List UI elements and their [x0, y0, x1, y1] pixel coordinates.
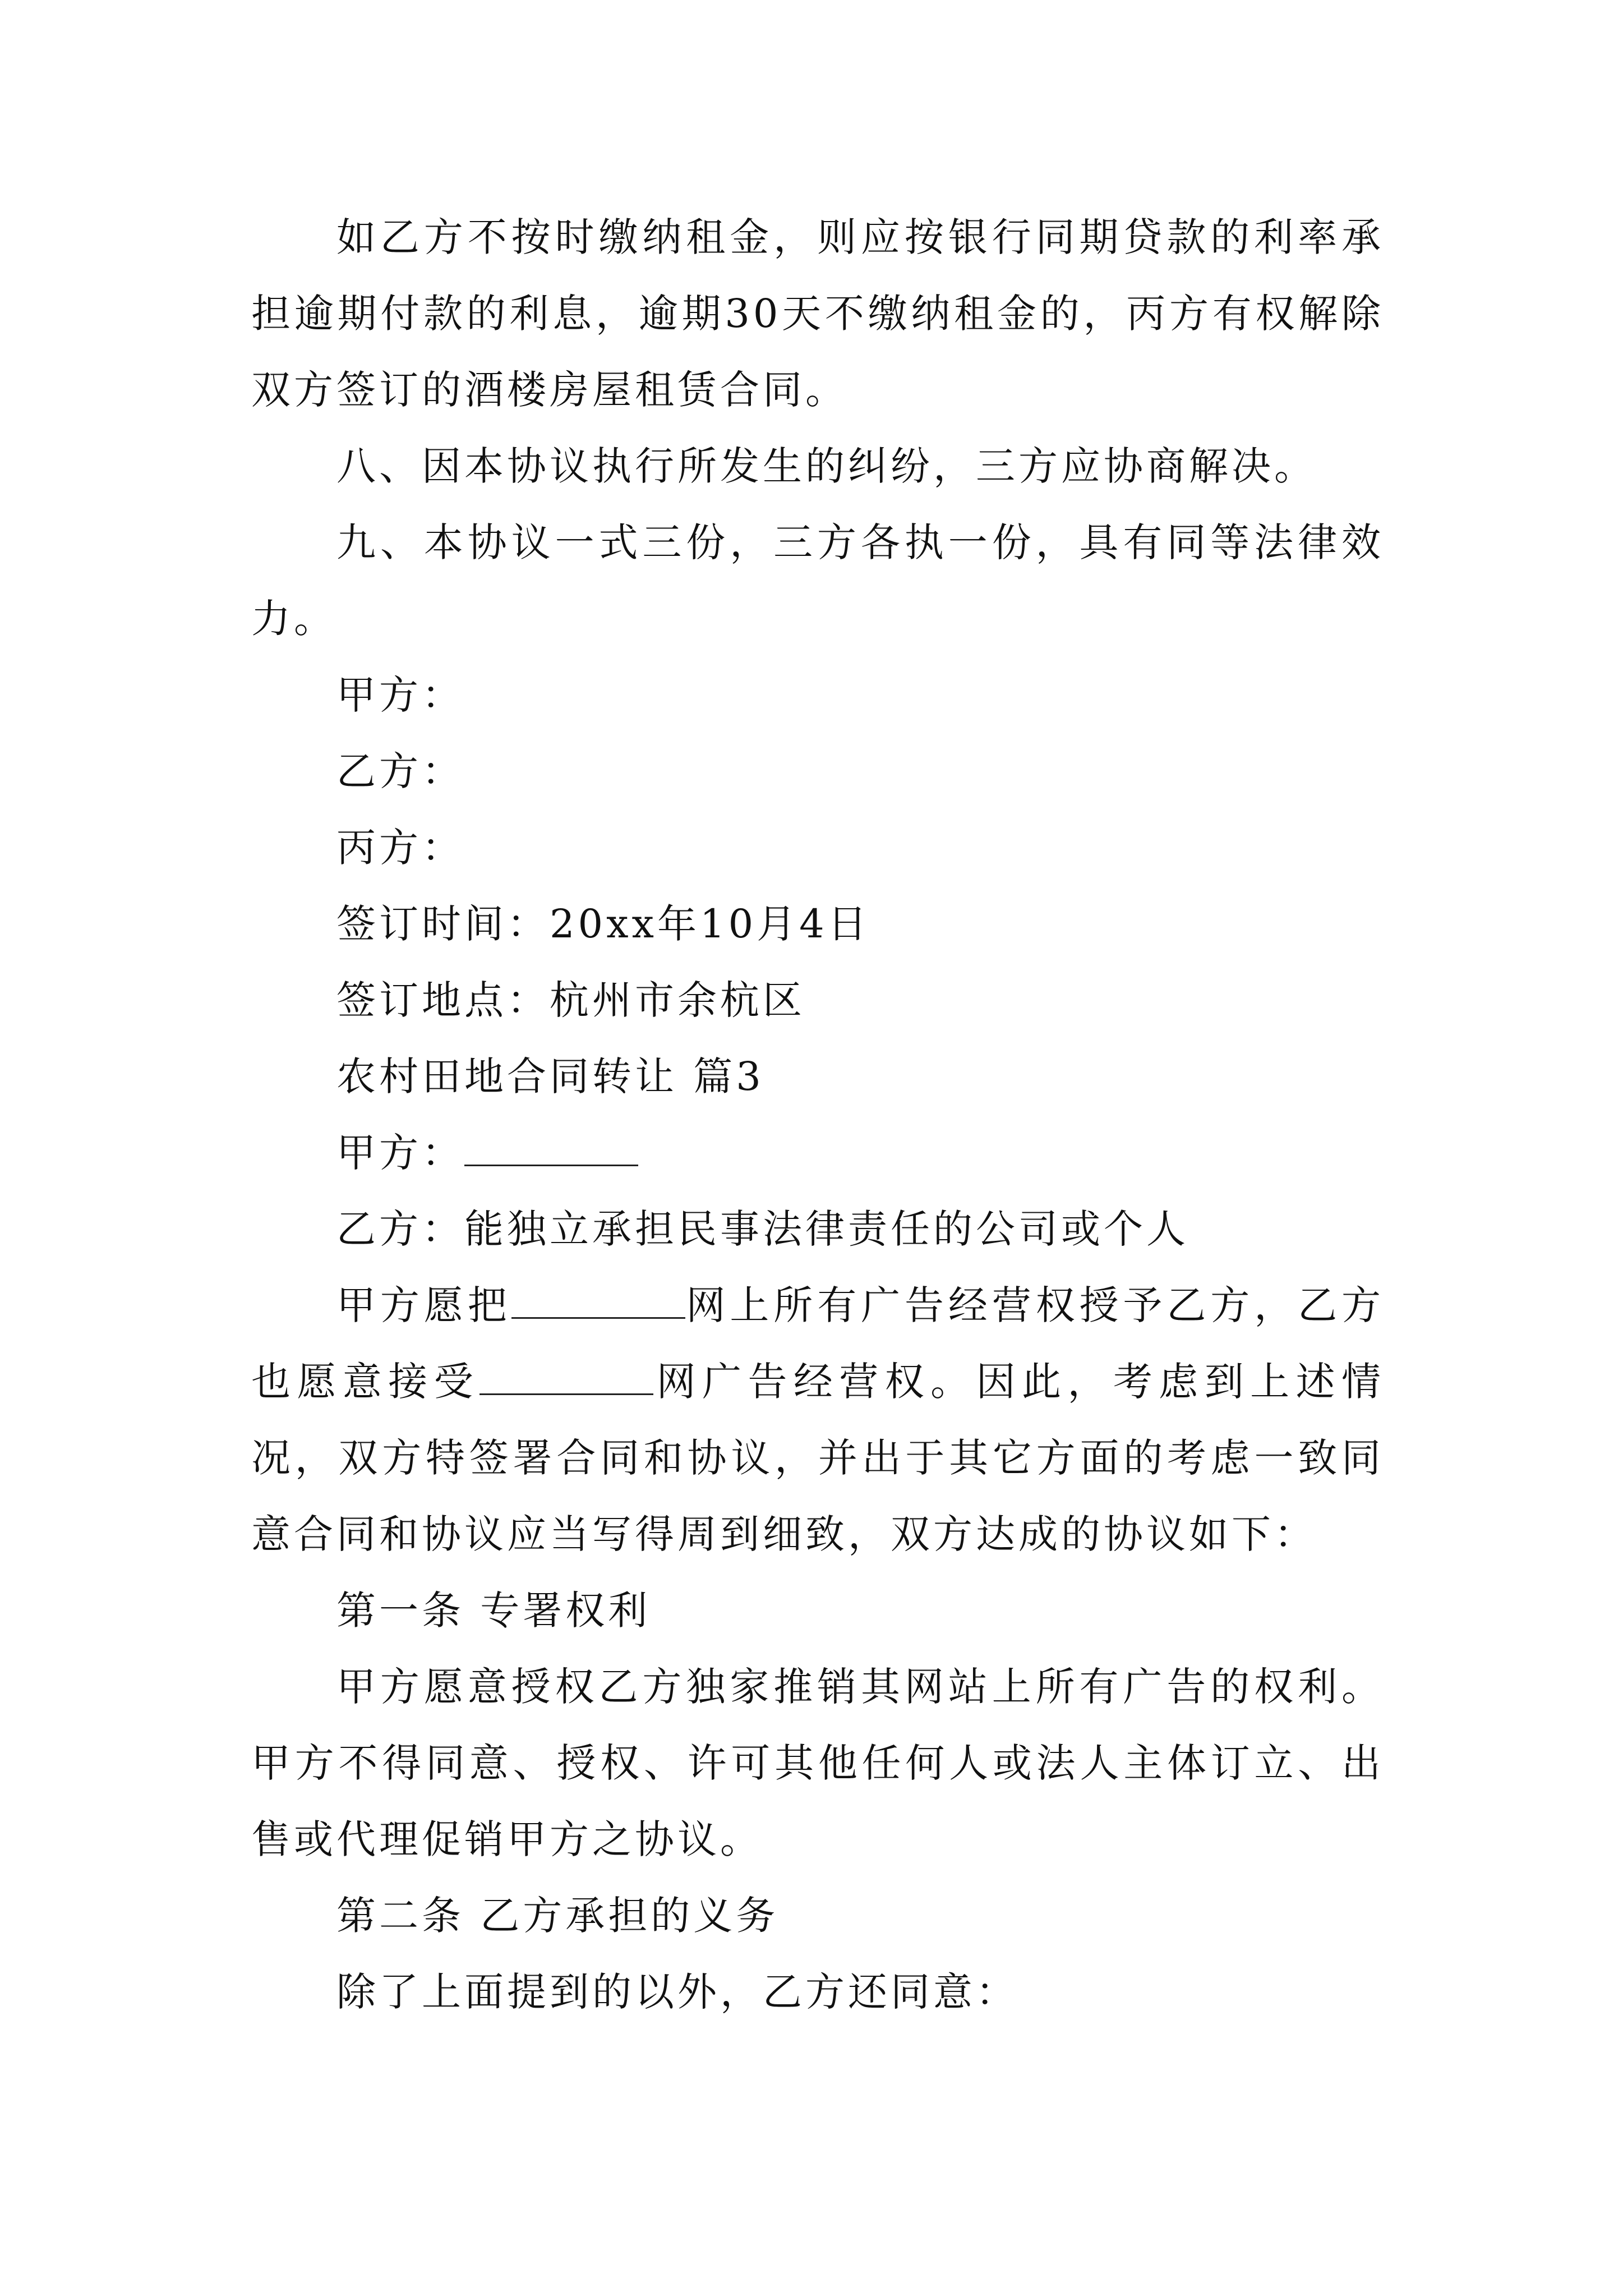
party-a-line [251, 1115, 1384, 1191]
party-b-description: 乙方：能独立承担民事法律责任的公司或个人 [336, 1206, 1189, 1252]
website-name-blank-1 [511, 1283, 685, 1319]
party-a-blank [464, 1131, 638, 1166]
signing-location: 签订地点：杭州市余杭区 [336, 977, 805, 1023]
paragraph-clause-9: 九、本协议一式三份，三方各执一份，具有同等法律效力。 [251, 519, 1384, 642]
grant-text-part-1: 甲方愿把 [336, 1282, 511, 1328]
party-b-signature-line: 乙方： [336, 748, 464, 794]
website-name-blank-2 [479, 1360, 653, 1395]
article-1-body: 甲方愿意授权乙方独家推销其网站上所有广告的权利。甲方不得同意、授权、许可其他任何人或法人主体订立、出售或代理促销甲方之协议。 [251, 1664, 1384, 1862]
party-c-signature-line: 丙方： [336, 825, 464, 871]
paragraph-grant-rights [251, 1267, 1384, 1572]
grant-text-part-3: 网广告经营权。因此，考虑到上述情况，双方特签署合同和协议，并出于其它方面的考虑一致同意合同和协议应当写得周到细致，双方达成的协议如下： [251, 1359, 1385, 1557]
grant-text-part-2: 网上所有广告经营权授予乙方，乙方也愿意接受 [251, 1282, 1385, 1405]
section-heading-part-3: 农村田地合同转让 篇3 [336, 1053, 764, 1099]
party-a-label: 甲方： [336, 1130, 464, 1176]
document-body [251, 199, 1384, 2030]
article-1-heading: 第一条 专署权利 [336, 1588, 651, 1634]
paragraph-clause-8: 八、因本协议执行所发生的纠纷，三方应协商解决。 [336, 443, 1317, 489]
party-a-signature-line: 甲方： [336, 672, 464, 718]
article-2-heading: 第二条 乙方承担的义务 [336, 1893, 779, 1939]
article-2-intro: 除了上面提到的以外，乙方还同意： [336, 1969, 1018, 2015]
paragraph-late-rent: 如乙方不按时缴纳租金，则应按银行同期贷款的利率承担逾期付款的利息，逾期30天不缴纳租金的，丙方有权解除双方签订的酒楼房屋租赁合同。 [251, 214, 1384, 413]
signing-date: 签订时间：20xx年10月4日 [336, 901, 870, 947]
